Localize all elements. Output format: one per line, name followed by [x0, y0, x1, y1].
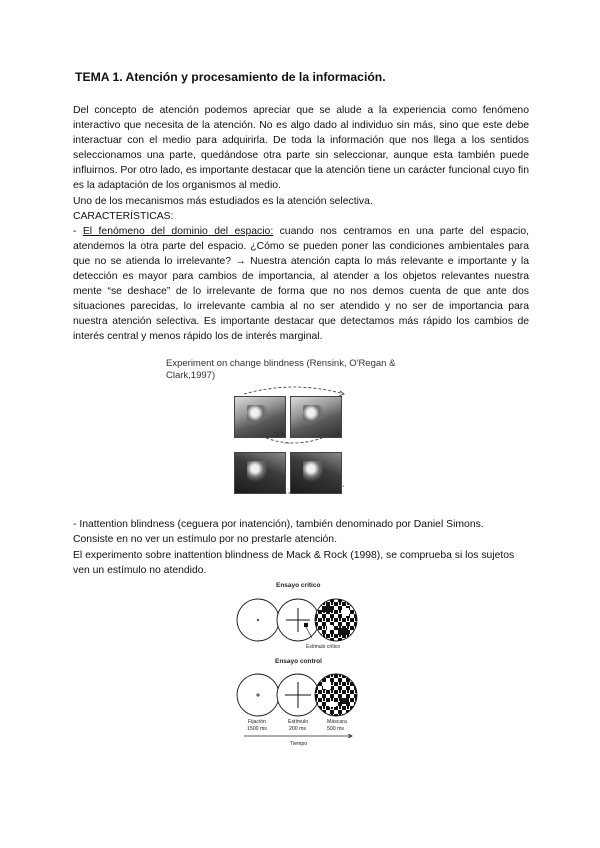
- feature-space-paragraph: [73, 224, 529, 344]
- stimulus-time: 200 ms: [289, 726, 307, 732]
- characteristics-heading: CARACTERÍSTICAS:: [73, 211, 174, 222]
- mack-rock-paragraph: El experimento sobre inattention blindness de Mack & Rock (1998), se comprueba si los sujetos ven un estímulo no atendido.: [73, 550, 515, 576]
- scene-photo-3: [234, 452, 286, 494]
- fixation-time: 1500 ms: [247, 726, 267, 732]
- document-title: TEMA 1. Atención y procesamiento de la información.: [75, 70, 386, 84]
- inattention-line-1: - Inattention blindness (ceguera por inatención), también denominado por Daniel Simons.: [73, 519, 484, 530]
- selective-attention-line: Uno de los mecanismos más estudiados es la atención selectiva.: [73, 196, 373, 207]
- svg-text:...: ...: [284, 439, 290, 446]
- intro-paragraph: Del concepto de atención podemos apreciar que se alude a la experiencia como fenómeno interactivo que necesita de la atención. No es algo dado al individuo sin más, sino que este debe interactuar con el medio para adquirirla. De toda la información que nos llega a los sentidos seleccionamos una parte, quedándose otra parte sin seleccionar, aunque esta también puede influirnos. Por otro lado, es importante destacar que la atención tiene un carácter funcional cuyo fin es la adaptación de los organismos al medio.: [73, 105, 529, 191]
- feature-space-title: El fenómeno del dominio del espacio:: [82, 226, 274, 237]
- critical-trial-label: Ensayo crítico: [276, 582, 321, 589]
- feature-space-text: cuando nos centramos en una parte del espacio, atendemos la otra parte del espacio. ¿Cómo se pueden poner las condiciones ambientales para que no se atienda lo irrelevante? → Nuestra atención capta lo más relevante e importante y la detección es mayor para cambios de importancia, al atender a los objetos relevantes nuestra mente “se deshace” de lo irrelevante de forma que no nos demos cuenta de que ante dos situaciones parecidas, lo irrelevante cambia al no ser atendido y no ser de importancia para nuestra atención selectiva. Es importante destacar que detectamos más rápido los cambios de interés central y menos rápido los de interés marginal.: [73, 226, 529, 342]
- critical-fixation-dot: [257, 619, 259, 621]
- critical-stimulus-square: [304, 623, 308, 627]
- mask-label: Máscara: [327, 719, 347, 725]
- control-trial-label: Ensayo control: [275, 658, 322, 665]
- scene-photo-2: [290, 396, 342, 438]
- stimulus-label: Estímulo: [288, 719, 309, 725]
- scene-photo-1: [234, 396, 286, 438]
- fixation-label: Fijación: [248, 719, 266, 725]
- time-axis-arrow: [244, 734, 352, 738]
- control-mask: [315, 674, 357, 716]
- change-blindness-caption: Experiment on change blindness (Rensink, O'Regan & Clark,1997): [166, 358, 396, 381]
- critical-mask: [315, 599, 357, 641]
- mask-time: 500 ms: [327, 726, 345, 732]
- change-blindness-figure: [166, 358, 426, 508]
- feature-prefix: -: [73, 226, 83, 237]
- inattention-experiment-figure: [230, 578, 370, 750]
- inattention-line-2: Consiste en no ver un estímulo por no prestarle atención.: [73, 534, 337, 545]
- time-axis-label: Tiempo: [290, 741, 308, 747]
- critical-stimulus-label: Estímulo crítico: [306, 644, 341, 650]
- scene-photo-4: [290, 452, 342, 494]
- inattention-blindness-paragraph: [73, 517, 529, 547]
